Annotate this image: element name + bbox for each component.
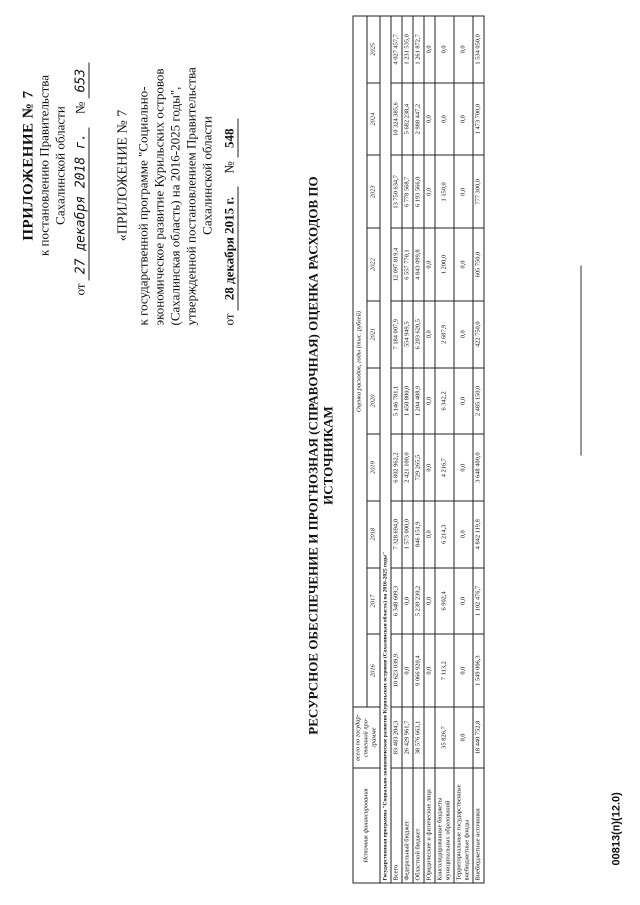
- table-row: [402, 16, 413, 883]
- program-row: [380, 16, 391, 883]
- row-label: Территориальные государственные внебюджетные фонды: [454, 768, 473, 883]
- footer-code: 00813(п)(12.0): [610, 791, 622, 865]
- row-value: 1 200,0: [435, 228, 454, 301]
- row-value: 6 778 568,7: [402, 155, 413, 228]
- appendix-old-line5: Сахалинской области: [199, 115, 214, 235]
- row-value: 0,0: [424, 500, 435, 567]
- row-value: 2 988 447,2: [413, 82, 424, 155]
- row-value: 0,0: [454, 16, 473, 83]
- row-total: 18 440 752,8: [473, 707, 484, 768]
- row-label: Консолидированные бюджеты муниципальных образований: [435, 768, 454, 883]
- appendix-new-num-label: №: [72, 101, 87, 114]
- row-value: 1 473 700,0: [473, 82, 484, 155]
- row-value: 5 239 230,2: [413, 567, 424, 634]
- row-total: 35 826,7: [435, 707, 454, 768]
- row-value: 6 193 566,0: [413, 155, 424, 228]
- row-value: 1 450 800,0: [402, 367, 413, 434]
- row-value: 0,0: [454, 434, 473, 501]
- signature-line: [580, 265, 581, 455]
- row-value: 10 623 039,9: [391, 634, 402, 707]
- row-total: 38 576 663,1: [413, 707, 424, 768]
- table-row: [435, 16, 454, 883]
- appendix-new-from: от: [72, 282, 87, 295]
- row-value: 2 485 150,0: [473, 367, 484, 434]
- appendix-new-title: ПРИЛОЖЕНИЕ № 7: [20, 89, 36, 241]
- row-value: 9 066 920,4: [413, 634, 424, 707]
- row-total: 26 429 961,7: [402, 707, 413, 768]
- row-value: 5 682 238,4: [402, 82, 413, 155]
- row-value: 0,0: [424, 82, 435, 155]
- row-value: 1 549 006,3: [473, 634, 484, 707]
- appendix-new-line2: Сахалинской области: [52, 105, 67, 225]
- appendix-old-line1: к государственной программе "Социально-: [135, 86, 150, 325]
- table-row: [473, 16, 484, 883]
- row-value: 0,0: [454, 500, 473, 567]
- row-value: 10 324 385,6: [391, 82, 402, 155]
- row-label: Внебюджетные источники: [473, 768, 484, 883]
- appendix-old-from: от: [221, 312, 236, 325]
- appendix-new-block: [20, 35, 89, 295]
- row-value: 0,0: [454, 567, 473, 634]
- row-value: 0,0: [424, 155, 435, 228]
- appendix-old-num-label: №: [221, 160, 236, 174]
- row-value: 729 265,5: [413, 434, 424, 501]
- row-value: 13 750 634,7: [391, 155, 402, 228]
- row-value: 0,0: [402, 567, 413, 634]
- document-title-line2: ИСТОЧНИКАМ: [320, 405, 335, 505]
- row-value: 0,0: [454, 300, 473, 367]
- header-year: 2025: [366, 16, 380, 83]
- row-value: 7 113,2: [435, 634, 454, 707]
- row-value: 422 750,0: [473, 300, 484, 367]
- appendix-old-date: 28 декабря 2015 г.: [221, 186, 238, 309]
- row-total: 0,0: [454, 707, 473, 768]
- row-label: Областной бюджет: [413, 768, 424, 883]
- row-value: 554 949,5: [402, 300, 413, 367]
- row-value: 4 842 119,8: [473, 500, 484, 567]
- header-year: 2017: [366, 567, 380, 634]
- row-value: 4 216,7: [435, 434, 454, 501]
- row-value: 5 146 781,1: [391, 367, 402, 434]
- header-year: 2023: [366, 155, 380, 228]
- appendix-old-line3: (Сахалинская область) на 2016-2025 годы",: [167, 86, 182, 325]
- row-value: 6 802 962,2: [391, 434, 402, 501]
- row-value: 1 204 488,9: [413, 367, 424, 434]
- row-value: 0,0: [435, 16, 454, 83]
- row-value: 4 027 457,7: [391, 16, 402, 83]
- appendix-old-date-row: [221, 25, 238, 325]
- row-value: 1 231 535,0: [402, 16, 413, 83]
- row-value: 0,0: [424, 16, 435, 83]
- header-total: всего по государ-ственной про-грамме: [353, 707, 380, 768]
- row-value: 1 261 872,7: [413, 16, 424, 83]
- row-value: 605 750,0: [473, 228, 484, 301]
- header-source: Источник финансирования: [353, 768, 380, 883]
- document-title-line1: РЕСУРСНОЕ ОБЕСПЕЧЕНИЕ И ПРОГНОЗНАЯ (СПРАВОЧНАЯ) ОЦЕНКА РАСХОДОВ ПО: [305, 175, 320, 735]
- appendix-old-title: «ПРИЛОЖЕНИЕ № 7: [115, 109, 130, 241]
- table-row: [391, 16, 402, 883]
- row-total: [424, 707, 435, 768]
- appendix-new-number: 653: [73, 62, 89, 97]
- row-value: 0,0: [454, 634, 473, 707]
- row-value: 6 214,3: [435, 500, 454, 567]
- header-year: 2016: [366, 634, 380, 707]
- row-value: 0,0: [454, 82, 473, 155]
- row-value: 0,0: [424, 367, 435, 434]
- row-value: 1 102 476,7: [473, 567, 484, 634]
- header-year: 2024: [366, 82, 380, 155]
- row-value: 0,0: [402, 634, 413, 707]
- appendix-old-block: [115, 25, 238, 325]
- row-value: 6 342,2: [435, 367, 454, 434]
- row-value: 1 573 000,0: [402, 500, 413, 567]
- header-year: 2018: [366, 500, 380, 567]
- row-value: 0,0: [424, 228, 435, 301]
- resources-table: [352, 15, 484, 883]
- row-value: 0,0: [435, 82, 454, 155]
- table-header-row-1: [353, 16, 367, 883]
- row-value: 1 534 050,0: [473, 16, 484, 83]
- header-year: 2019: [366, 434, 380, 501]
- table-row: [413, 16, 424, 883]
- row-value: 0,0: [424, 434, 435, 501]
- appendix-new-line1: к постановлению Правительства: [36, 74, 51, 256]
- row-value: 0,0: [424, 567, 435, 634]
- header-year: 2021: [366, 300, 380, 367]
- header-year: 2022: [366, 228, 380, 301]
- appendix-old-number: 548: [221, 118, 238, 158]
- row-total: 83 483 204,3: [391, 707, 402, 768]
- appendix-old-line4: утвержденной постановлением Правительства: [183, 66, 198, 325]
- header-year: 2020: [366, 367, 380, 434]
- row-value: 6 348 609,3: [391, 567, 402, 634]
- row-value: 0,0: [454, 155, 473, 228]
- document-title: [305, 55, 335, 855]
- program-row-label: Государственная программа "Социально-экономическое развитие Курильских островов (Сахалинская область) на 2016-2025 годы": [380, 16, 391, 883]
- row-value: 1 150,0: [435, 155, 454, 228]
- row-value: 7 184 007,9: [391, 300, 402, 367]
- table-row: [424, 16, 435, 883]
- row-value: 0,0: [454, 228, 473, 301]
- row-value: 2 421 100,0: [402, 434, 413, 501]
- appendix-new-date-row: [72, 35, 89, 295]
- row-value: 4 843 099,8: [413, 228, 424, 301]
- row-value: 7 328 694,0: [391, 500, 402, 567]
- row-label: Юридические и физические лица: [424, 768, 435, 883]
- row-value: 0,0: [454, 367, 473, 434]
- appendix-old-line2: экономическое развитие Курильских островов: [151, 67, 166, 325]
- row-value: 6 557 770,1: [402, 228, 413, 301]
- row-value: 0,0: [424, 634, 435, 707]
- row-value: 0,0: [424, 300, 435, 367]
- row-value: 2 687,9: [435, 300, 454, 367]
- row-value: 846 151,9: [413, 500, 424, 567]
- appendix-new-date: 27 декабря 2018 г.: [73, 127, 89, 280]
- row-label: Федеральный бюджет: [402, 768, 413, 883]
- row-value: 6 902,4: [435, 567, 454, 634]
- row-value: 12 097 819,4: [391, 228, 402, 301]
- row-value: 3 648 400,0: [473, 434, 484, 501]
- table-row: [454, 16, 473, 883]
- row-value: 6 203 620,5: [413, 300, 424, 367]
- row-label: Всего: [391, 768, 402, 883]
- row-value: 777 300,0: [473, 155, 484, 228]
- header-years-group: Оценка расходов, годы (тыс. рублей): [353, 16, 367, 707]
